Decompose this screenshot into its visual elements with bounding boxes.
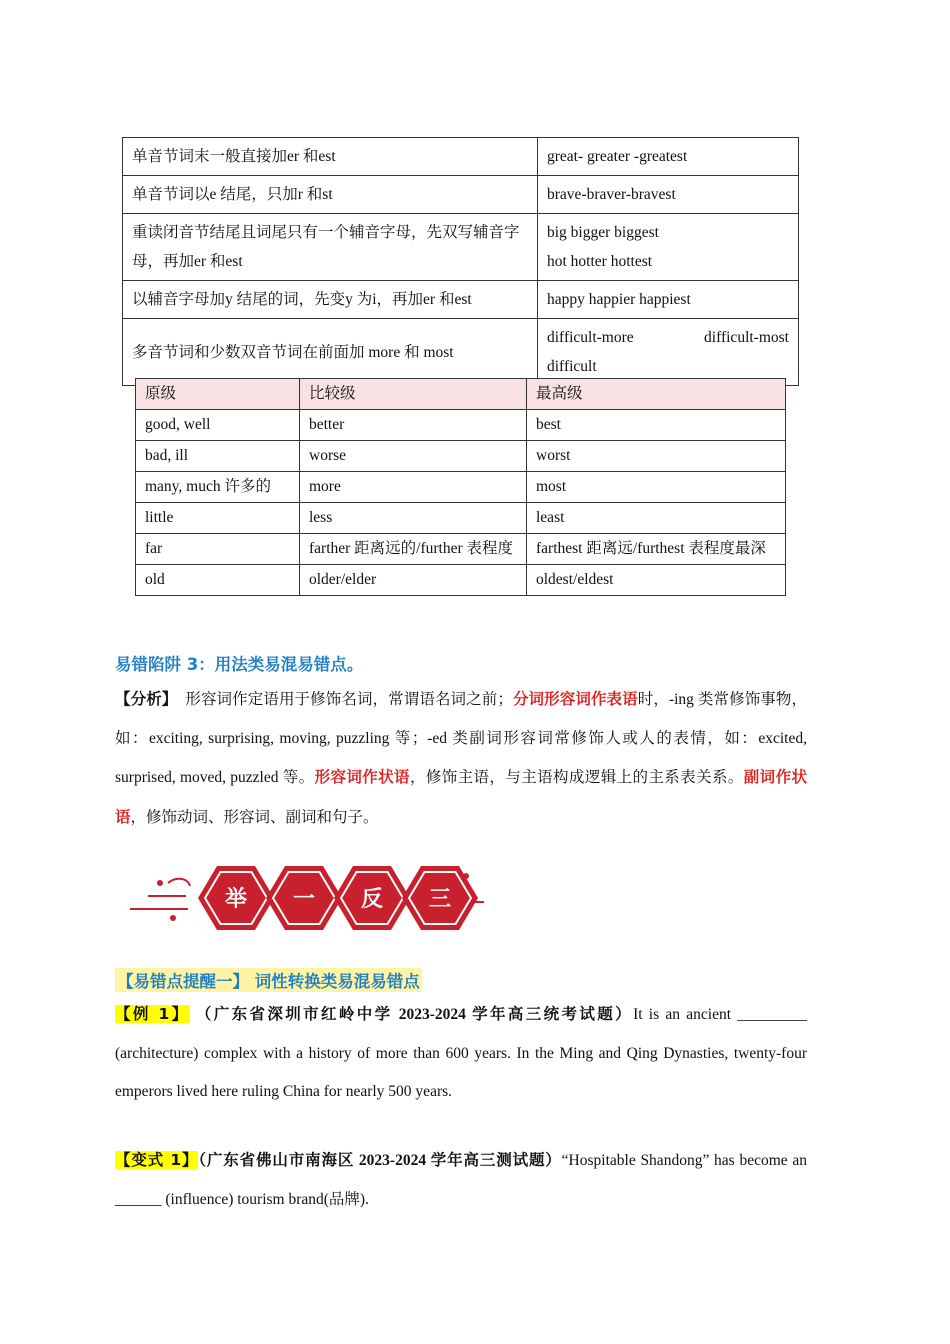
example-line: hot hotter hottest — [547, 253, 653, 270]
table-cell: best — [527, 410, 786, 441]
rule-cell: 单音节词末一般直接加er 和est — [123, 138, 538, 176]
table-cell: oldest/eldest — [527, 565, 786, 596]
analysis-text: 形容词作定语用于修饰名词，常谓语名词之前； — [185, 691, 513, 708]
irregular-forms-table — [135, 378, 786, 596]
table-row — [123, 281, 799, 319]
reminder-title: 【易错点提醒一】 词性转换类易混易错点 — [115, 968, 422, 992]
key-term: 分词形容词作表语 — [512, 690, 638, 708]
banner-char: 一 — [292, 887, 316, 912]
analysis-text: 时，-ing 类常修饰事物，如：exciting, surprising, moving, puzzling 等；-ed 类副词形容词常修饰人或人的表情，如：excited, surprised, moved, puzzled 等。 — [115, 691, 807, 786]
table-row — [136, 441, 786, 472]
table-row — [136, 410, 786, 441]
table-cell: bad, ill — [136, 441, 300, 472]
table-cell: little — [136, 503, 300, 534]
table-cell: old — [136, 565, 300, 596]
table-row — [123, 319, 799, 386]
table-cell: farthest 距离远/furthest 表程度最深 — [527, 534, 786, 565]
example-source: （广东省深圳市红岭中学 2023-2024 学年高三统考试题） — [195, 1006, 634, 1023]
example-text: It is an ancient _________ (architecture) complex with a history of more than 600 years. In the Ming and Qing Dynasties, twenty-four emperors lived here ruling China for nearly 500 years. — [115, 1006, 808, 1100]
example-tag: 【例 1】 — [115, 1005, 190, 1023]
table-cell: far — [136, 534, 300, 565]
banner-graphic — [128, 862, 488, 934]
table-row — [136, 565, 786, 596]
rule-cell: 以辅音字母加y 结尾的词，先变y 为i，再加er 和est — [123, 281, 538, 319]
analysis-paragraph — [115, 680, 807, 837]
section-title: 易错陷阱 3：用法类易混易错点。 — [115, 655, 364, 674]
key-term: 形容词作状语 — [314, 768, 410, 786]
analysis-text: ，修饰主语，与主语构成逻辑上的主系表关系。 — [409, 769, 744, 786]
example-paragraph — [115, 995, 807, 1112]
table-cell: many, much 许多的 — [136, 472, 300, 503]
variant-source: （广东省佛山市南海区 2023-2024 学年高三测试题） — [198, 1152, 562, 1169]
table-cell: most — [527, 472, 786, 503]
example-cell: happy happier happiest — [538, 281, 799, 319]
table-cell: worst — [527, 441, 786, 472]
example-cell: great- greater -greatest — [538, 138, 799, 176]
example-line: difficult — [547, 358, 597, 375]
column-header: 原级 — [136, 379, 300, 410]
table-row — [123, 138, 799, 176]
banner-char: 举 — [224, 887, 248, 912]
table-row — [123, 214, 799, 281]
analysis-tag: 【分析】 — [115, 691, 178, 708]
table-row — [123, 176, 799, 214]
rule-cell: 重读闭音节结尾且词尾只有一个辅音字母，先双写辅音字母，再加er 和est — [123, 214, 538, 281]
variant-tag: 【变式 1】 — [115, 1151, 199, 1169]
example-part: difficult-more — [547, 329, 634, 346]
example-cell — [538, 214, 799, 281]
table-cell: older/elder — [300, 565, 527, 596]
example-cell: brave-braver-bravest — [538, 176, 799, 214]
table-cell: farther 距离远的/further 表程度 — [300, 534, 527, 565]
example-cell — [538, 319, 799, 386]
column-header: 比较级 — [300, 379, 527, 410]
example-line: big bigger biggest — [547, 224, 659, 241]
table-cell: less — [300, 503, 527, 534]
table-header-row — [136, 379, 786, 410]
table-cell: good, well — [136, 410, 300, 441]
rule-cell: 单音节词以e 结尾，只加r 和st — [123, 176, 538, 214]
table-row — [136, 503, 786, 534]
table-cell: worse — [300, 441, 527, 472]
column-header: 最高级 — [527, 379, 786, 410]
variant-text: “Hospitable Shandong” has become an ______ (influence) tourism brand(品牌). — [115, 1152, 808, 1208]
table-row — [136, 472, 786, 503]
example-line — [547, 323, 789, 352]
example-part: difficult-most — [704, 329, 789, 346]
analysis-text: ，修饰动词、形容词、副词和句子。 — [130, 808, 379, 826]
table-cell: least — [527, 503, 786, 534]
key-term: 副词作状语 — [115, 768, 807, 826]
table-cell: more — [300, 472, 527, 503]
table-row — [136, 534, 786, 565]
banner-char: 三 — [428, 887, 452, 912]
variant-paragraph — [115, 1141, 807, 1219]
rule-cell: 多音节词和少数双音节词在前面加 more 和 most — [123, 319, 538, 386]
table-cell: better — [300, 410, 527, 441]
banner-char: 反 — [360, 887, 384, 912]
comparison-rules-table — [122, 137, 799, 386]
